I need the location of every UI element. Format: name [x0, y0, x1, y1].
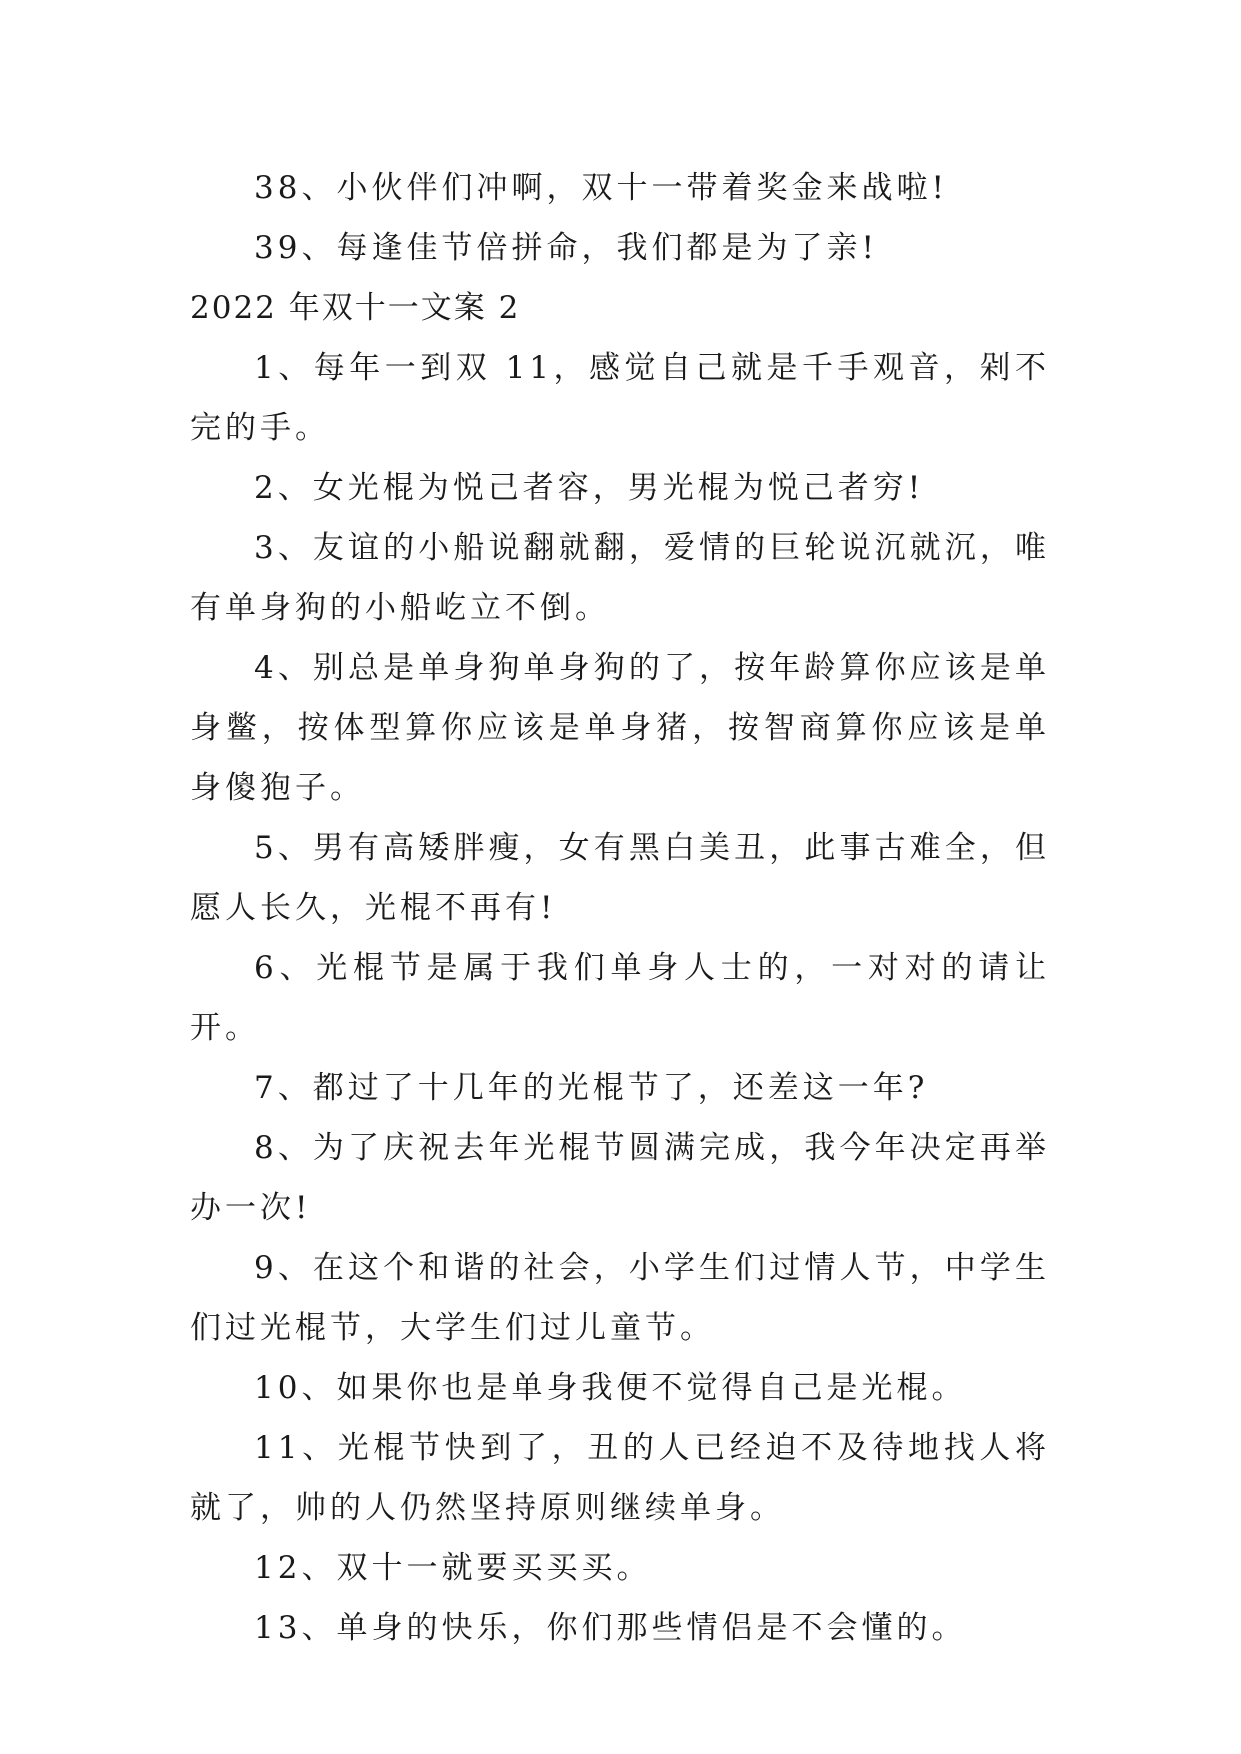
paragraph-10: 10、如果你也是单身我便不觉得自己是光棍。 — [254, 1370, 967, 1406]
document-body — [190, 158, 1050, 1658]
paragraph-6: 6、光棍节是属于我们单身人士的，一对对的请让开。 — [190, 950, 1050, 1046]
paragraph-38: 38、小伙伴们冲啊，双十一带着奖金来战啦! — [254, 170, 948, 206]
paragraph-1: 1、每年一到双 11，感觉自己就是千手观音，剁不完的手。 — [190, 350, 1050, 446]
paragraph-4: 4、别总是单身狗单身狗的了，按年龄算你应该是单身鳖，按体型算你应该是单身猪，按智商算你应该是单身傻狍子。 — [190, 650, 1050, 806]
paragraph-5: 5、男有高矮胖瘦，女有黑白美丑，此事古难全，但愿人长久，光棍不再有! — [190, 830, 1050, 926]
paragraph-2: 2、女光棍为悦己者容，男光棍为悦己者穷! — [254, 470, 925, 506]
paragraph-39: 39、每逢佳节倍拼命，我们都是为了亲! — [254, 230, 878, 266]
paragraph-11: 11、光棍节快到了，丑的人已经迫不及待地找人将就了，帅的人仍然坚持原则继续单身。 — [190, 1430, 1050, 1526]
paragraph-8: 8、为了庆祝去年光棍节圆满完成，我今年决定再举办一次! — [190, 1130, 1050, 1226]
paragraph-13: 13、单身的快乐，你们那些情侣是不会懂的。 — [254, 1610, 967, 1646]
paragraph-7: 7、都过了十几年的光棍节了，还差这一年? — [254, 1070, 929, 1106]
paragraph-3: 3、友谊的小船说翻就翻，爱情的巨轮说沉就沉，唯有单身狗的小船屹立不倒。 — [190, 530, 1050, 626]
section-heading: 2022 年双十一文案 2 — [190, 290, 521, 326]
paragraph-9: 9、在这个和谐的社会，小学生们过情人节，中学生们过光棍节，大学生们过儿童节。 — [190, 1250, 1050, 1346]
paragraph-12: 12、双十一就要买买买。 — [254, 1550, 652, 1586]
